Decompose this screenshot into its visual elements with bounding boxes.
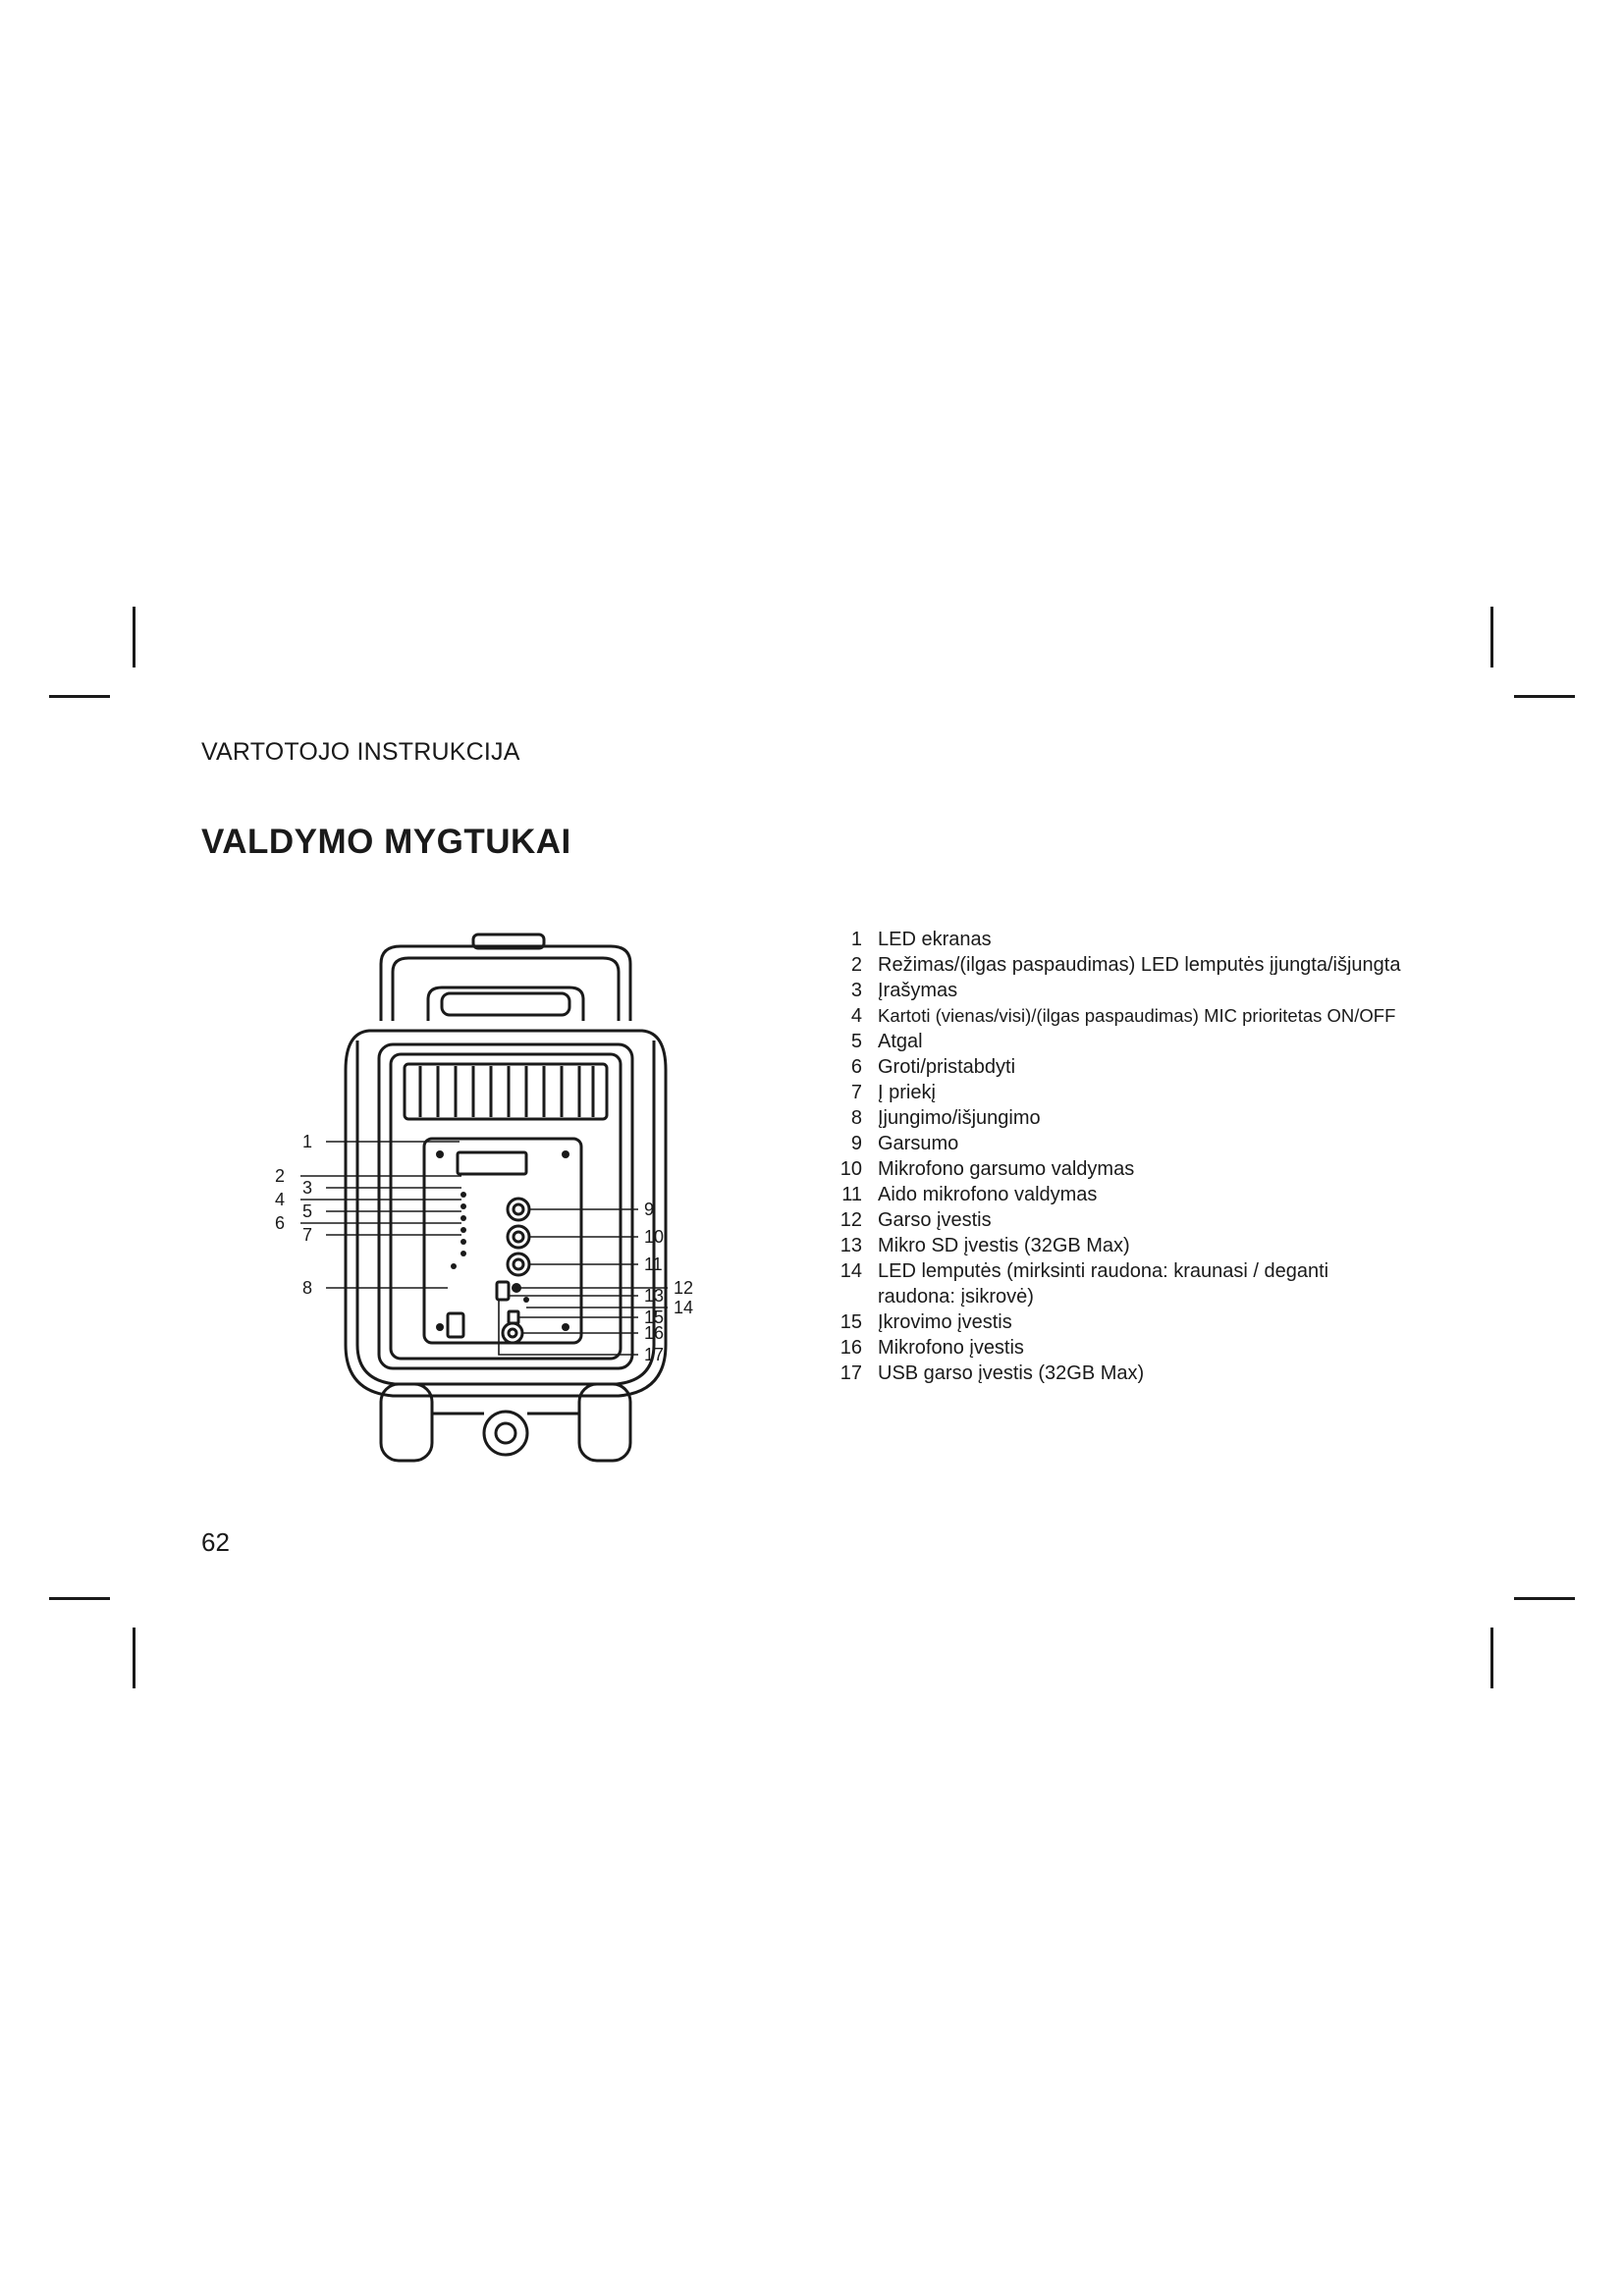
legend-number: 17 <box>839 1362 862 1384</box>
legend-text: Įkrovimo įvestis <box>878 1311 1012 1333</box>
legend-item <box>825 1361 1453 1386</box>
legend-item <box>825 1309 1453 1335</box>
legend-text: USB garso įvestis (32GB Max) <box>878 1362 1145 1384</box>
legend-number: 1 <box>850 929 862 950</box>
callout-label: 14 <box>674 1298 694 1317</box>
legend-item <box>825 1258 1453 1309</box>
legend-text: Aido mikrofono valdymas <box>878 1184 1098 1205</box>
legend-item <box>825 1105 1453 1131</box>
legend-text: Garsumo <box>878 1133 959 1154</box>
legend-number: 6 <box>850 1056 862 1078</box>
legend-number: 13 <box>839 1235 862 1256</box>
section-title: VALDYMO MYGTUKAI <box>201 823 571 861</box>
legend-number: 7 <box>850 1082 862 1103</box>
callout-label: 3 <box>301 1178 312 1198</box>
legend-number: 14 <box>839 1260 862 1282</box>
legend-item <box>825 1054 1453 1080</box>
callout-label: 5 <box>301 1201 312 1221</box>
legend-item <box>825 1156 1453 1182</box>
legend-text: LED lemputės (mirksinti raudona: kraunasi / deganti raudona: įsikrovė) <box>878 1260 1329 1308</box>
crop-mark <box>1490 607 1493 667</box>
crop-mark <box>133 1628 135 1688</box>
legend-text: Įjungimo/išjungimo <box>878 1107 1041 1129</box>
crop-mark <box>1514 1597 1575 1600</box>
legend-text: Įrašymas <box>878 980 958 1001</box>
legend-number: 2 <box>850 954 862 976</box>
legend-item <box>825 1335 1453 1361</box>
callout-label: 9 <box>644 1200 655 1219</box>
legend-item <box>825 952 1453 978</box>
callout-label: 6 <box>274 1213 285 1233</box>
callout-label: 12 <box>674 1278 694 1298</box>
legend-text: Į priekį <box>878 1082 936 1103</box>
callout-label: 11 <box>644 1255 663 1274</box>
callout-label: 13 <box>644 1286 665 1306</box>
legend-text: Garso įvestis <box>878 1209 992 1231</box>
callout-label: 10 <box>644 1227 665 1247</box>
crop-mark <box>49 695 110 698</box>
legend-text: Režimas/(ilgas paspaudimas) LED lemputės įjungta/išjungta <box>878 954 1401 976</box>
legend-text: Mikro SD įvestis (32GB Max) <box>878 1235 1130 1256</box>
legend-item <box>825 1207 1453 1233</box>
legend-text: LED ekranas <box>878 929 992 950</box>
legend-number: 4 <box>850 1005 862 1027</box>
callout-label: 1 <box>301 1132 312 1151</box>
legend-item <box>825 1182 1453 1207</box>
callout-label: 16 <box>644 1323 665 1343</box>
legend-item <box>825 978 1453 1003</box>
legend-text: Kartoti (vienas/visi)/(ilgas paspaudimas) MIC prioritetas ON/OFF <box>878 1005 1396 1026</box>
legend-number: 11 <box>841 1184 862 1205</box>
legend-item <box>825 927 1453 952</box>
callout-label: 17 <box>644 1345 665 1364</box>
legend-text: Atgal <box>878 1031 923 1052</box>
legend-number: 16 <box>839 1337 862 1359</box>
controls-legend <box>825 927 1453 1386</box>
callout-label: 4 <box>274 1190 285 1209</box>
legend-number: 3 <box>850 980 862 1001</box>
callout-label: 2 <box>274 1166 285 1186</box>
crop-mark <box>1490 1628 1493 1688</box>
legend-item <box>825 1080 1453 1105</box>
crop-mark <box>1514 695 1575 698</box>
callout-label: 15 <box>644 1308 665 1327</box>
legend-item <box>825 1003 1453 1029</box>
legend-number: 8 <box>850 1107 862 1129</box>
crop-mark <box>49 1597 110 1600</box>
document-header: VARTOTOJO INSTRUKCIJA <box>201 738 520 766</box>
legend-number: 12 <box>839 1209 862 1231</box>
legend-item <box>825 1029 1453 1054</box>
legend-number: 10 <box>839 1158 862 1180</box>
callout-label: 8 <box>301 1278 312 1298</box>
crop-mark <box>133 607 135 667</box>
speaker-rear-panel-diagram <box>255 923 746 1492</box>
legend-item <box>825 1233 1453 1258</box>
page-number: 62 <box>201 1527 230 1557</box>
legend-number: 5 <box>850 1031 862 1052</box>
legend-text: Mikrofono garsumo valdymas <box>878 1158 1135 1180</box>
legend-number: 9 <box>850 1133 862 1154</box>
legend-text: Mikrofono įvestis <box>878 1337 1024 1359</box>
callout-label: 7 <box>301 1225 312 1245</box>
speaker-diagram-svg <box>255 923 746 1492</box>
legend-item <box>825 1131 1453 1156</box>
legend-text: Groti/pristabdyti <box>878 1056 1016 1078</box>
legend-number: 15 <box>839 1311 862 1333</box>
